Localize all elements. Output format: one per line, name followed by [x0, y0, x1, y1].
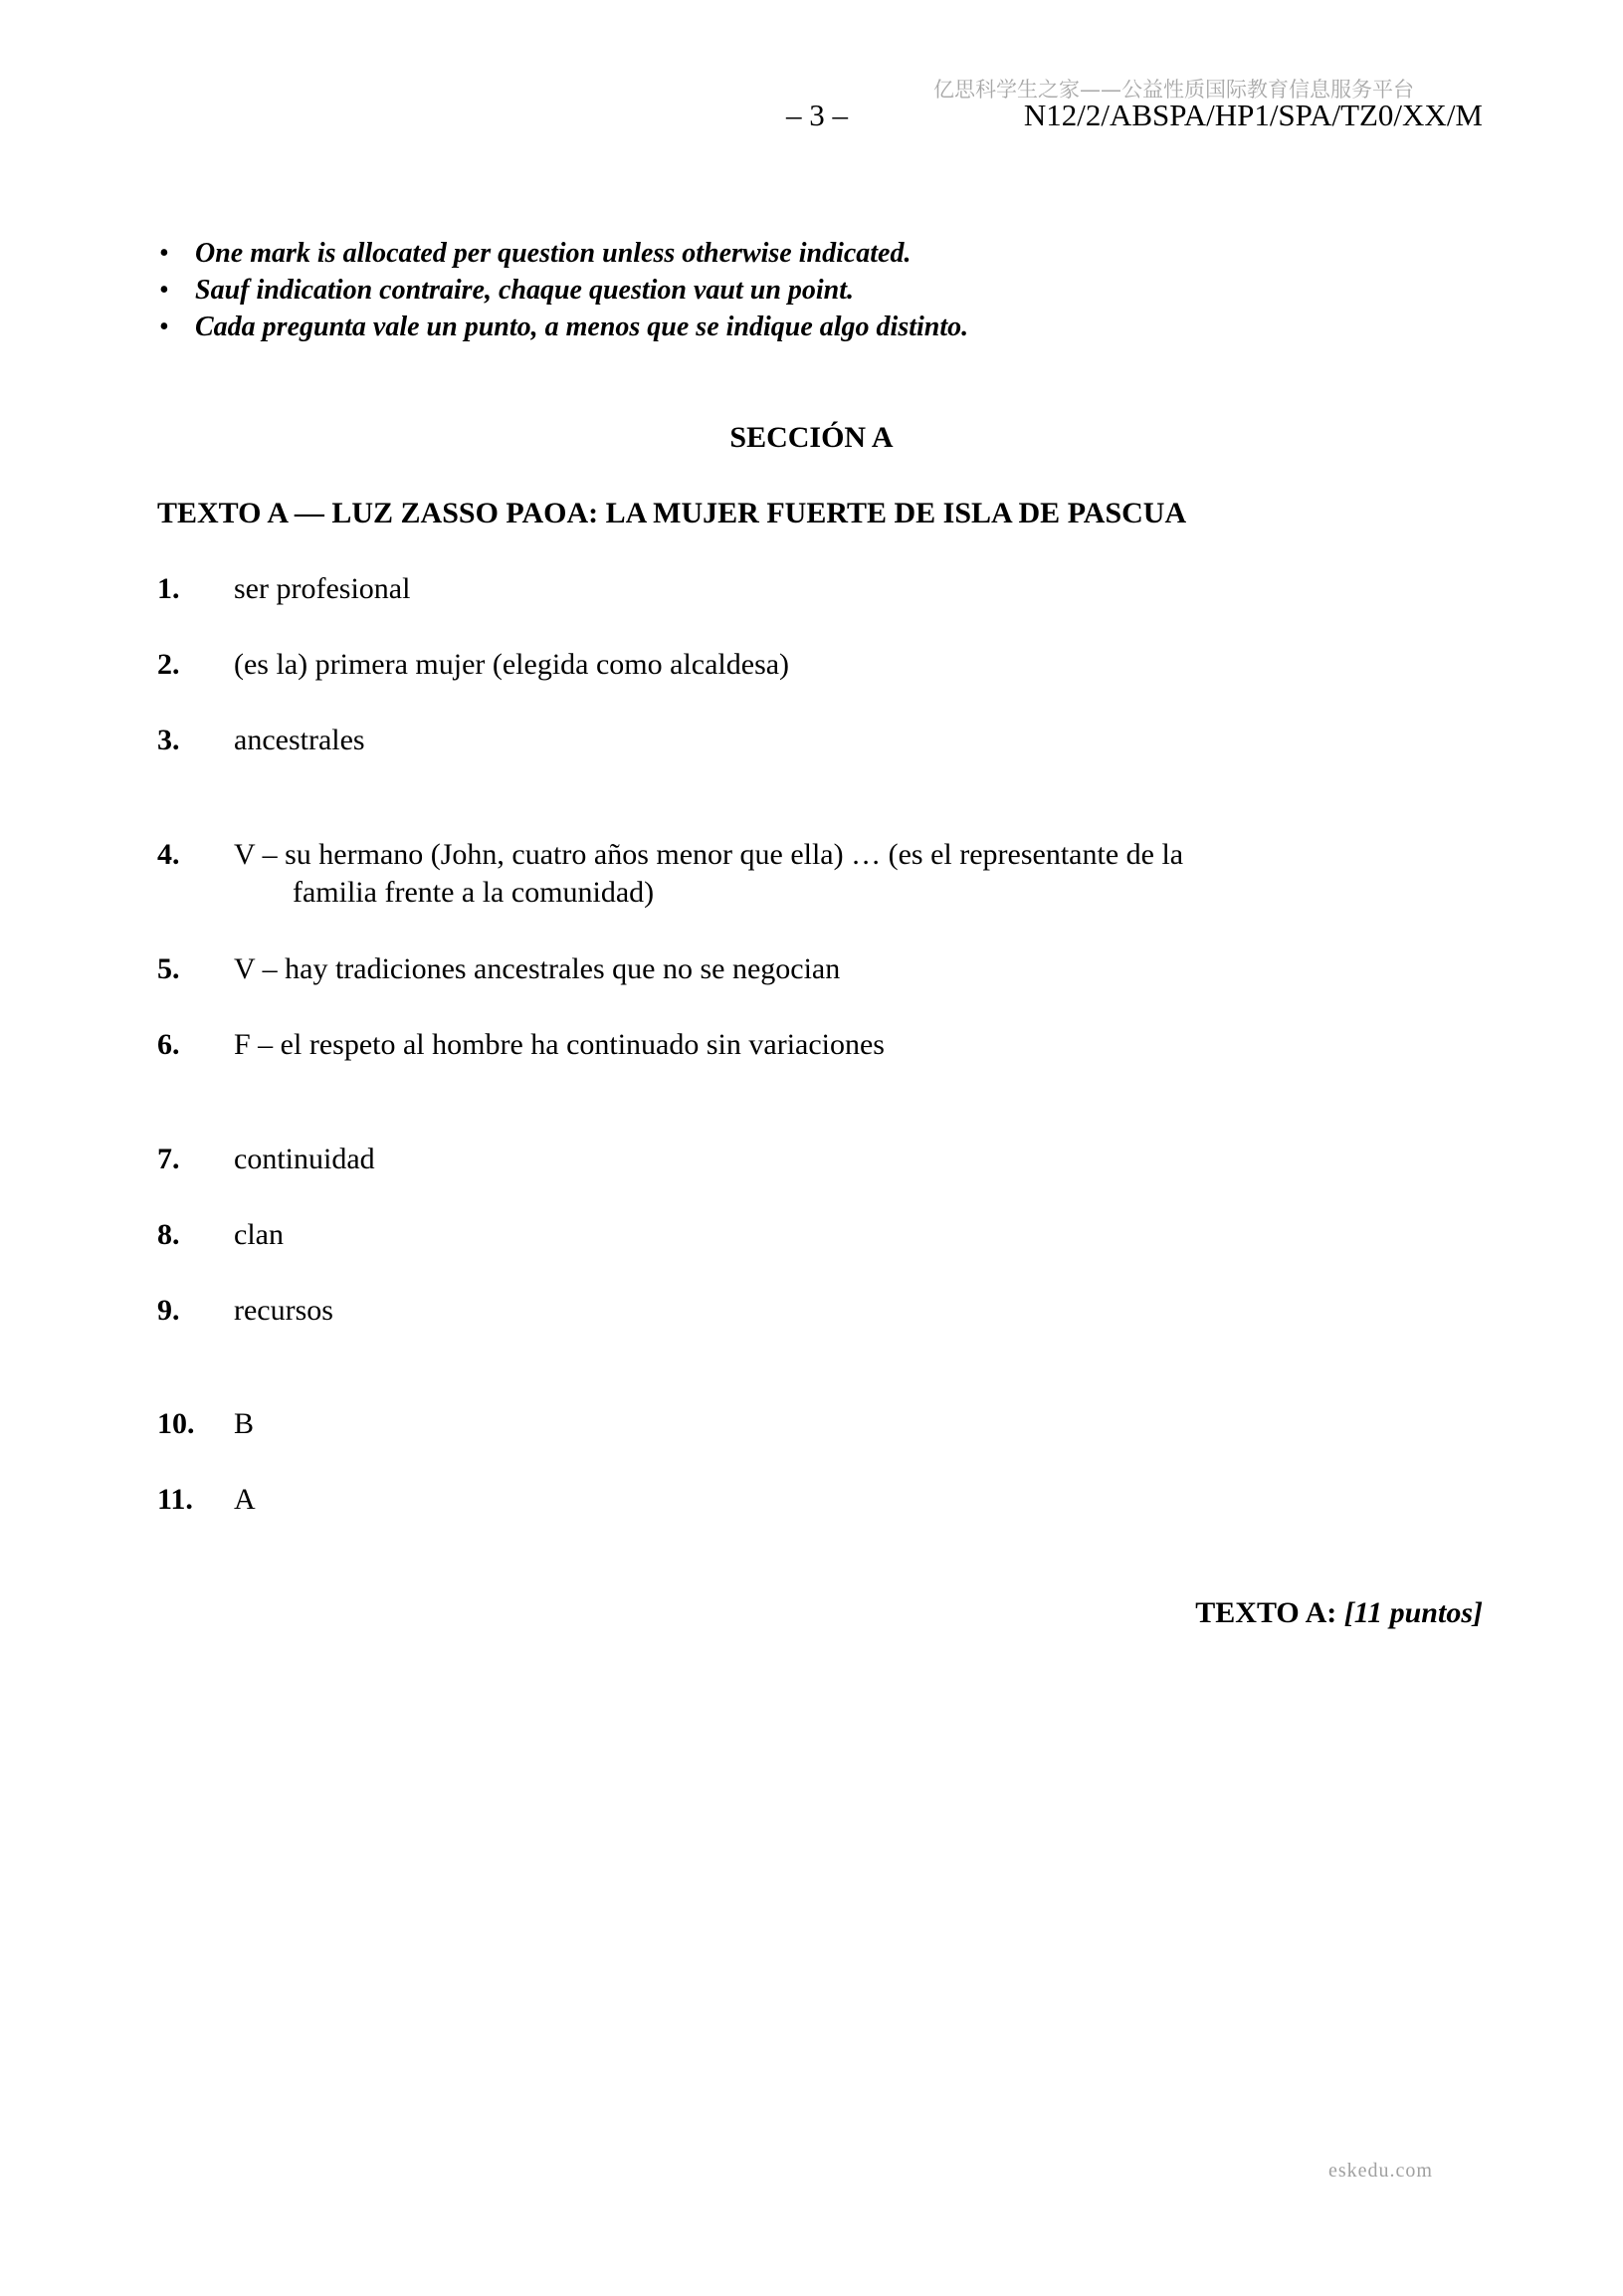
- answer-text-9: recursos: [234, 1294, 333, 1327]
- answer-number-3: 3.: [157, 724, 180, 756]
- total-label: TEXTO A:: [1195, 1596, 1337, 1629]
- header-watermark: 亿思科学生之家——公益性质国际教育信息服务平台: [933, 78, 1414, 102]
- answer-number-8: 8.: [157, 1218, 180, 1251]
- answer-number-11: 11.: [157, 1483, 193, 1516]
- answer-number-2: 2.: [157, 648, 180, 681]
- answer-text-1: ser profesional: [234, 572, 411, 605]
- answer-text-5: V – hay tradiciones ancestrales que no se negocian: [234, 952, 841, 985]
- answer-text-8: clan: [234, 1218, 284, 1251]
- answer-text-2: (es la) primera mujer (elegida como alcaldesa): [234, 648, 790, 681]
- page-number: – 3 –: [786, 98, 848, 132]
- instructions-list: [157, 235, 968, 345]
- answer-text-11: A: [234, 1483, 256, 1516]
- answer-text-3: ancestrales: [234, 724, 365, 756]
- answer-number-6: 6.: [157, 1028, 180, 1061]
- answer-text-10: B: [234, 1407, 255, 1440]
- document-code: N12/2/ABSPA/HP1/SPA/TZ0/XX/M: [1023, 98, 1483, 132]
- answer-text-4: V – su hermano (John, cuatro años menor que ella) … (es el representante de la: [234, 838, 1184, 871]
- answer-number-10: 10.: [157, 1407, 195, 1440]
- answer-text-6: F – el respeto al hombre ha continuado sin variaciones: [234, 1028, 885, 1061]
- instruction-english: • One mark is allocated per question unless otherwise indicated.: [157, 235, 968, 272]
- instruction-spanish: • Cada pregunta vale un punto, a menos que se indique algo distinto.: [157, 309, 968, 345]
- answer-number-7: 7.: [157, 1143, 180, 1175]
- instruction-french: • Sauf indication contraire, chaque question vaut un point.: [157, 272, 968, 309]
- answer-number-5: 5.: [157, 952, 180, 985]
- answer-number-9: 9.: [157, 1294, 180, 1327]
- text-title: TEXTO A — LUZ ZASSO PAOA: LA MUJER FUERTE DE ISLA DE PASCUA: [157, 497, 1187, 529]
- answer-text-4-continuation: familia frente a la comunidad): [293, 876, 655, 909]
- answer-number-1: 1.: [157, 572, 180, 605]
- total-points: [1195, 1596, 1483, 1630]
- section-heading: SECCIÓN A: [729, 421, 894, 454]
- answer-number-4: 4.: [157, 838, 180, 871]
- footer-watermark: eskedu.com: [1328, 2160, 1433, 2182]
- answer-text-7: continuidad: [234, 1143, 375, 1175]
- total-points-value: [11 puntos]: [1343, 1596, 1483, 1629]
